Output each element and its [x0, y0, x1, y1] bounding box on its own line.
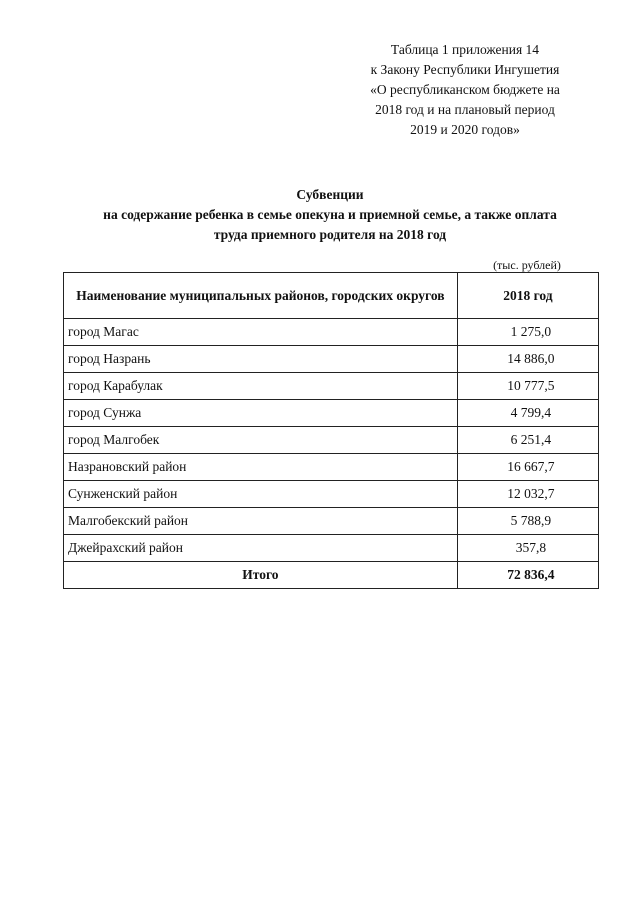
- row-name: город Магас: [64, 319, 458, 346]
- total-row: [64, 562, 599, 589]
- annex-line: «О республиканском бюджете на: [370, 82, 560, 97]
- row-value: 14 886,0: [457, 346, 598, 373]
- row-value: 16 667,7: [457, 454, 598, 481]
- table-header-row: [64, 273, 599, 319]
- title-subheading: на содержание ребенка в семье опекуна и приемной семье, а также оплата: [103, 207, 557, 222]
- row-name: город Назрань: [64, 346, 458, 373]
- annex-line: 2019 и 2020 годов»: [410, 122, 520, 137]
- table-row: [64, 535, 599, 562]
- header-year: 2018 год: [457, 273, 598, 319]
- table-row: [64, 319, 599, 346]
- annex-line: 2018 год и на плановый период: [375, 102, 555, 117]
- row-name: Сунженский район: [64, 481, 458, 508]
- table-row: [64, 454, 599, 481]
- table-row: [64, 508, 599, 535]
- table-row: [64, 481, 599, 508]
- row-name: город Карабулак: [64, 373, 458, 400]
- units-note: (тыс. рублей): [493, 258, 561, 272]
- row-name: Назрановский район: [64, 454, 458, 481]
- subvention-table: [63, 272, 599, 589]
- table-row: [64, 400, 599, 427]
- title-subheading: труда приемного родителя на 2018 год: [213, 227, 447, 242]
- annex-line: к Закону Республики Ингушетия: [370, 62, 560, 77]
- header-name: Наименование муниципальных районов, городских округов: [64, 273, 458, 319]
- row-name: город Малгобек: [64, 427, 458, 454]
- title-heading: Субвенции: [296, 187, 364, 202]
- table-row: [64, 373, 599, 400]
- row-name: Джейрахский район: [64, 535, 458, 562]
- total-label: Итого: [64, 562, 458, 589]
- annex-reference: [330, 40, 600, 140]
- row-value: 10 777,5: [457, 373, 598, 400]
- row-value: 5 788,9: [457, 508, 598, 535]
- row-value: 4 799,4: [457, 400, 598, 427]
- total-value: 72 836,4: [457, 562, 598, 589]
- row-value: 12 032,7: [457, 481, 598, 508]
- row-value: 1 275,0: [457, 319, 598, 346]
- table-row: [64, 346, 599, 373]
- row-name: город Сунжа: [64, 400, 458, 427]
- row-value: 357,8: [457, 535, 598, 562]
- row-value: 6 251,4: [457, 427, 598, 454]
- document-title: [40, 185, 620, 245]
- table-row: [64, 427, 599, 454]
- annex-line: Таблица 1 приложения 14: [390, 42, 540, 57]
- row-name: Малгобекский район: [64, 508, 458, 535]
